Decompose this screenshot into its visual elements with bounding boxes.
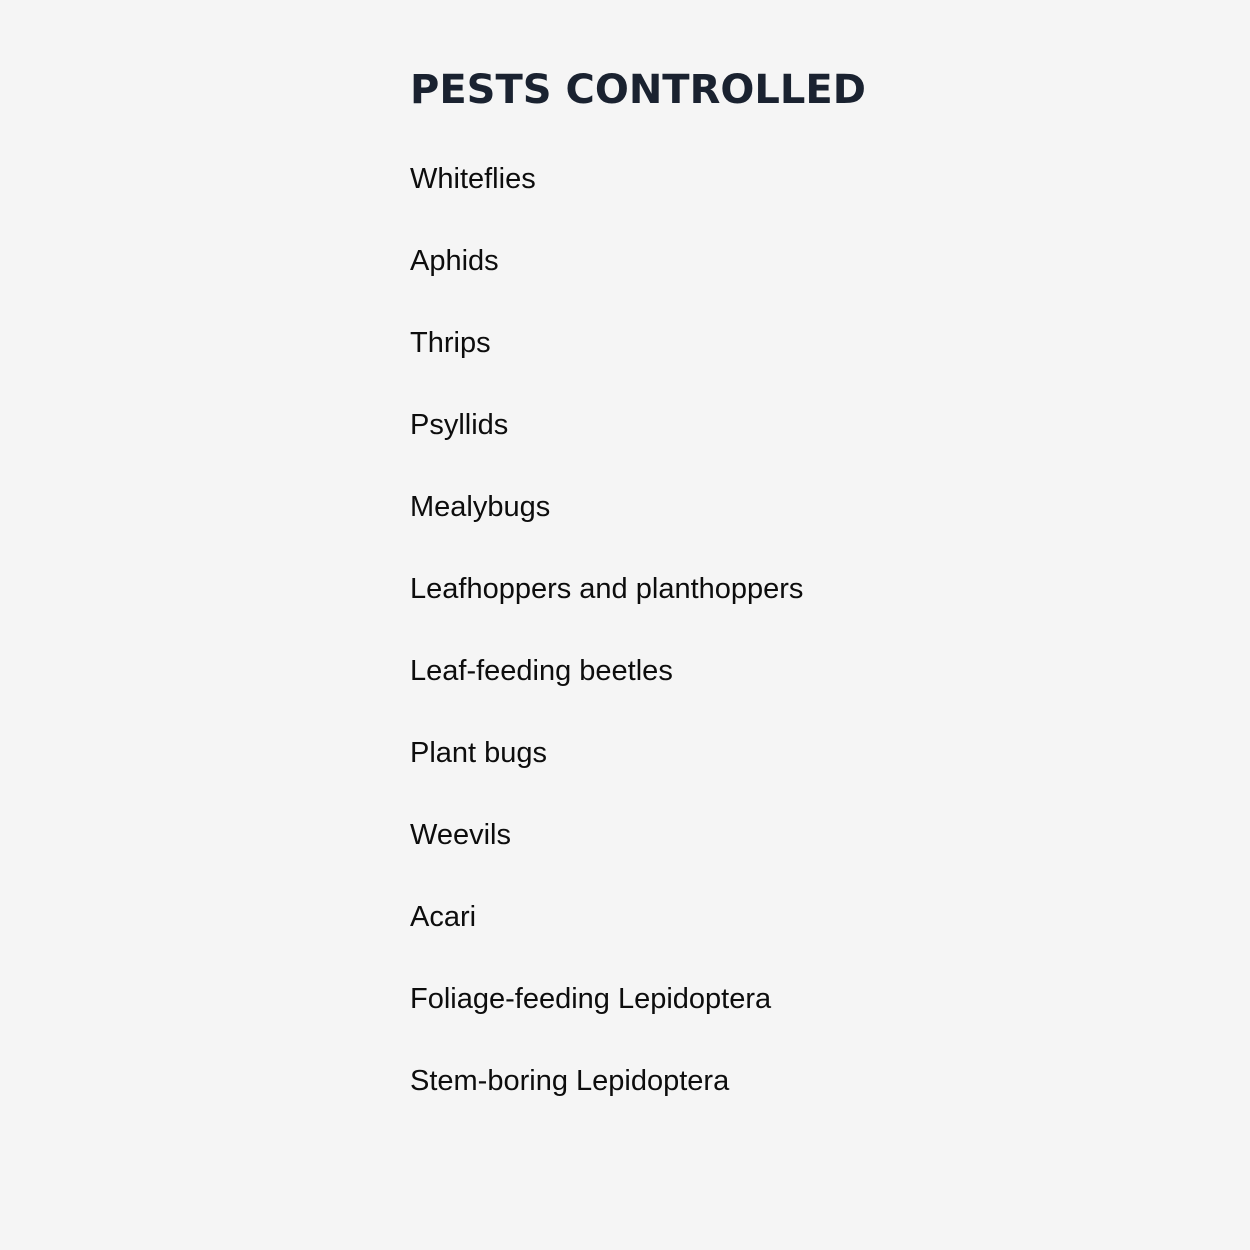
pest-item: Whiteflies	[410, 163, 536, 195]
pest-item: Leafhoppers and planthoppers	[410, 573, 804, 605]
pest-item: Mealybugs	[410, 491, 551, 523]
pest-list	[410, 159, 803, 1143]
pest-item: Stem-boring Lepidoptera	[410, 1065, 730, 1097]
pest-item: Thrips	[410, 327, 491, 359]
pest-item: Aphids	[410, 245, 499, 277]
pest-item: Weevils	[410, 819, 511, 851]
pests-panel	[410, 62, 970, 1097]
pest-item: Plant bugs	[410, 737, 548, 769]
pest-item: Foliage-feeding Lepidoptera	[410, 983, 772, 1015]
page-title: PESTS CONTROLLED	[410, 67, 866, 113]
pest-item: Acari	[410, 901, 477, 933]
pest-item: Leaf-feeding beetles	[410, 655, 673, 687]
pest-item: Psyllids	[410, 409, 509, 441]
